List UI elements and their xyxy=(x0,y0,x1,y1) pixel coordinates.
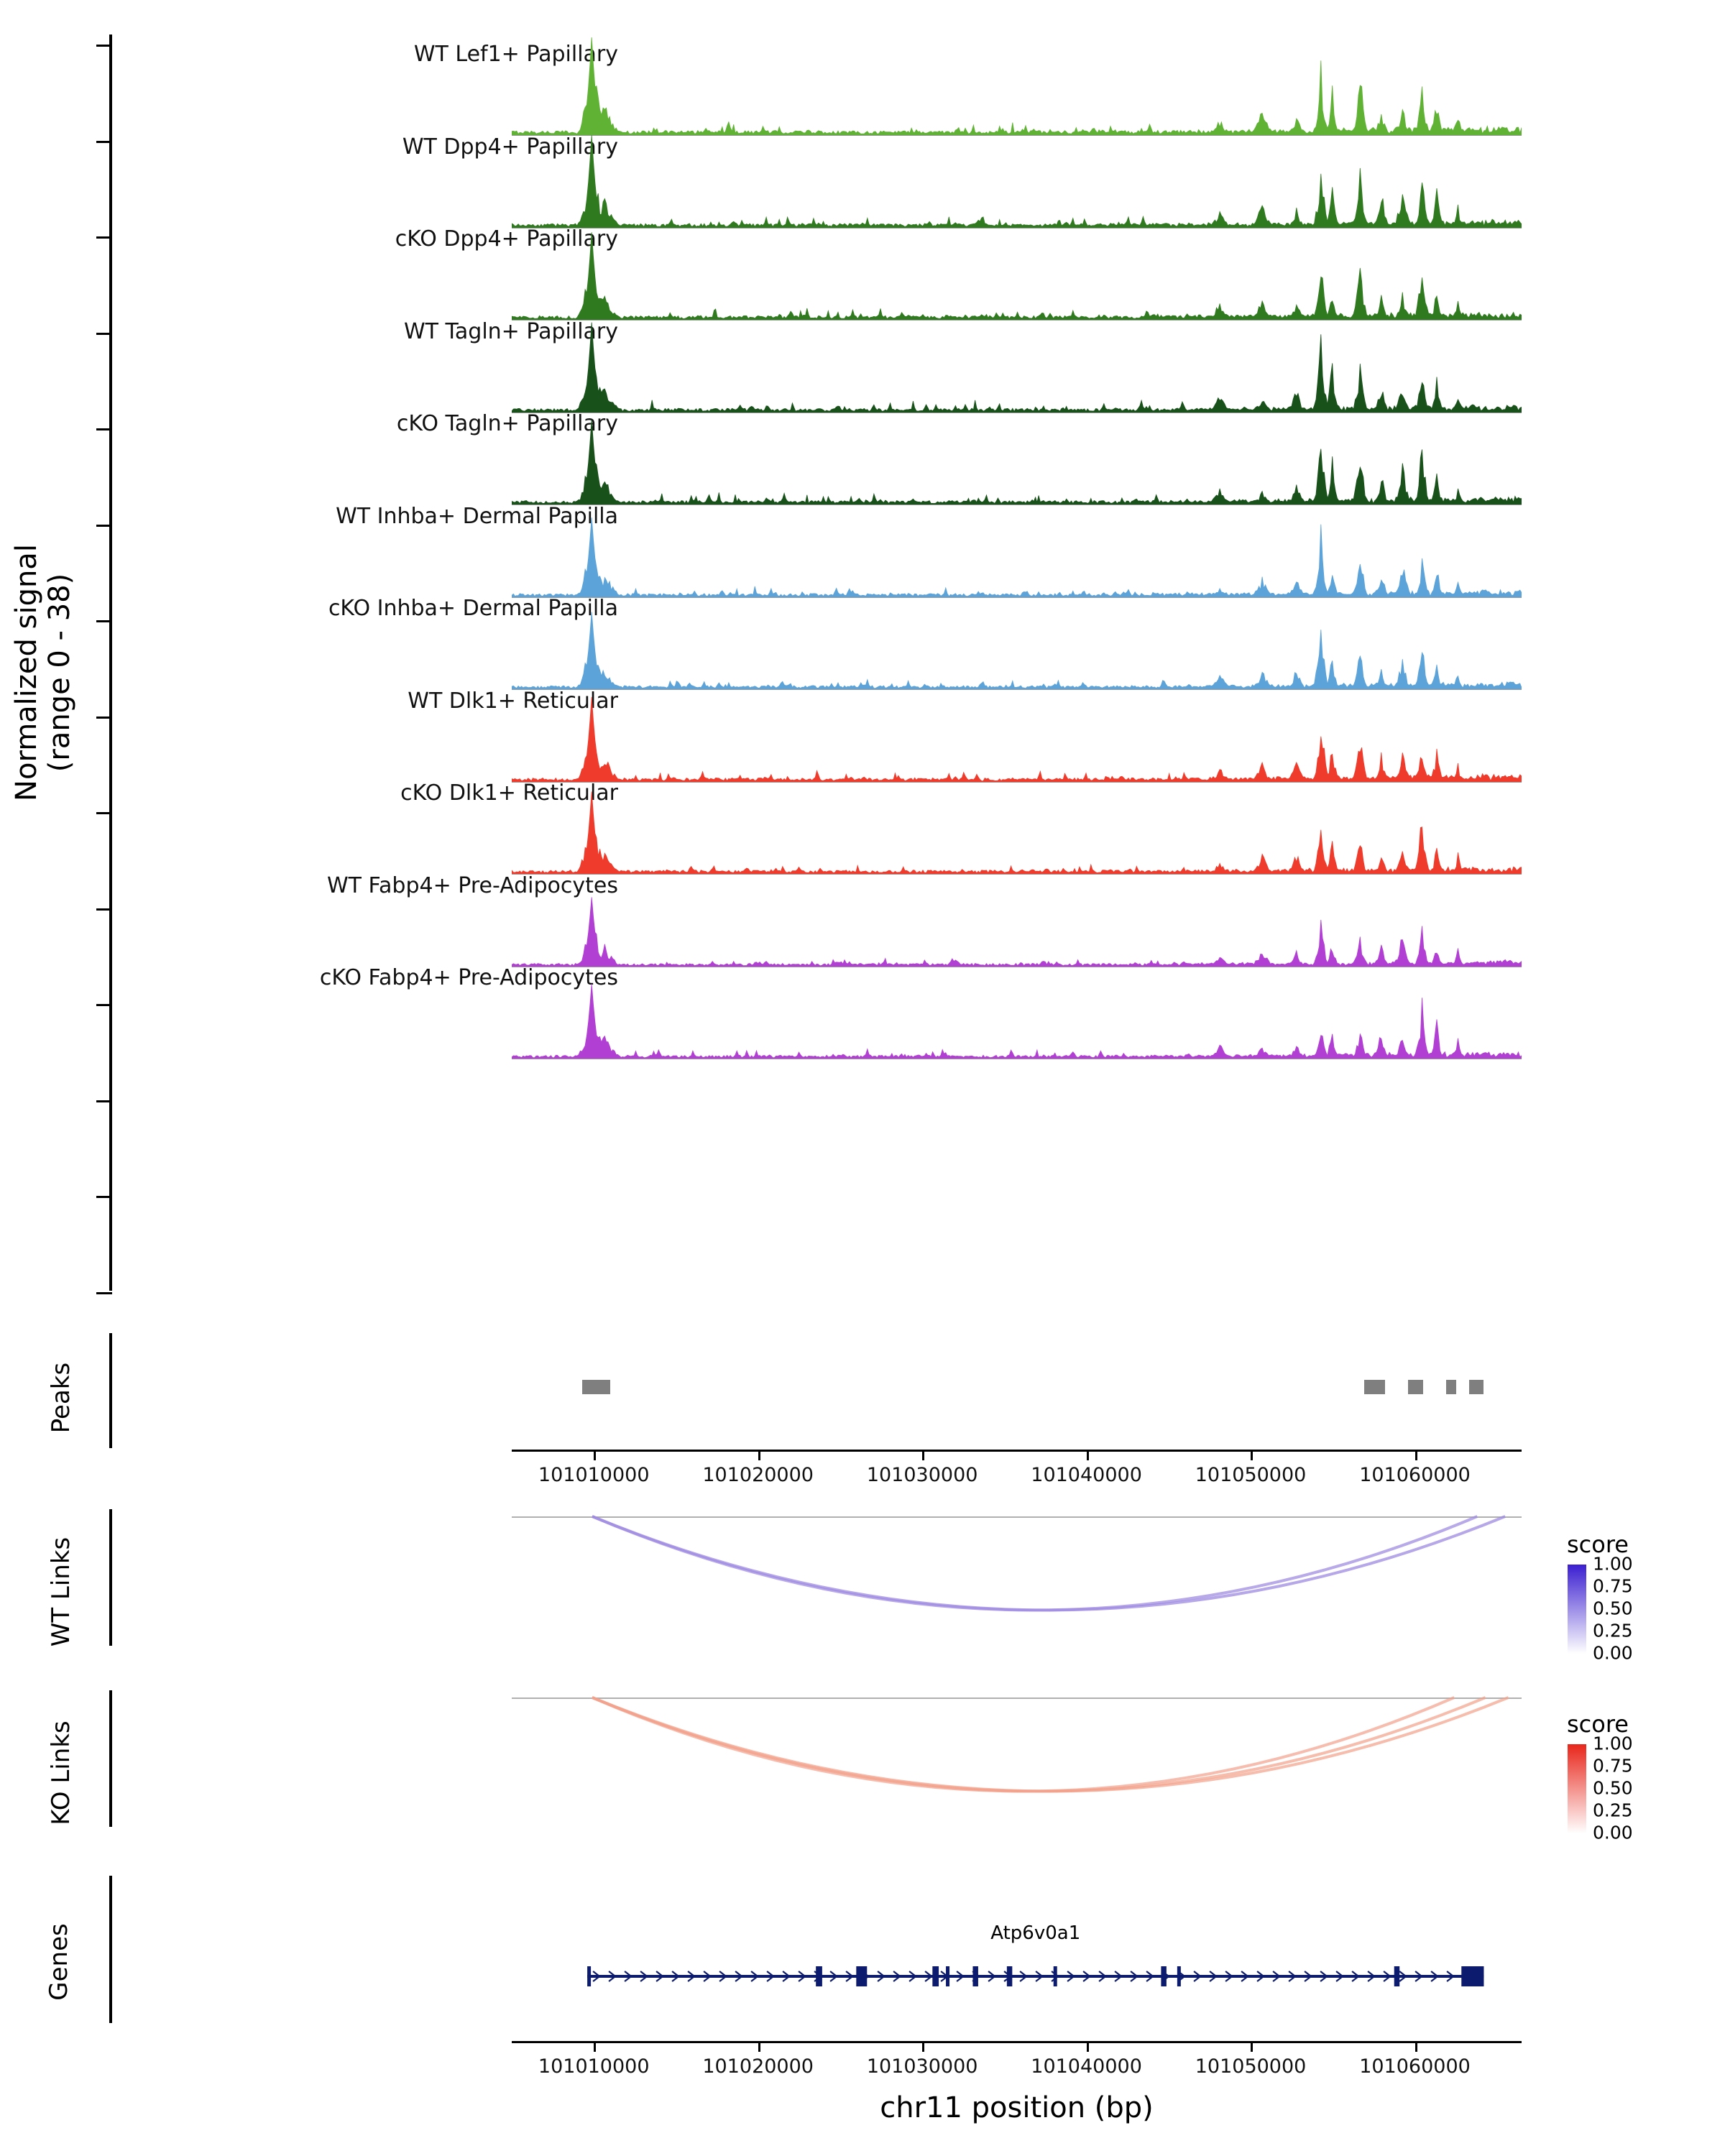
gene-exon xyxy=(1394,1966,1399,1986)
gene-name-label: Atp6v0a1 xyxy=(990,1922,1081,1944)
x-axis-tick xyxy=(758,2043,760,2052)
track-label: WT Dlk1+ Reticular xyxy=(408,688,618,714)
peaks-section-label: Peaks xyxy=(47,1362,75,1434)
x-axis-tick-label: 101020000 xyxy=(702,2055,814,2078)
track-signal-area xyxy=(512,776,1522,874)
x-axis-tick xyxy=(1251,1452,1253,1460)
legend-tick-label: 0.75 xyxy=(1593,1575,1633,1597)
x-axis-tick-label: 101040000 xyxy=(1031,1464,1142,1486)
signal-axis-tick xyxy=(96,1100,112,1102)
gene-exon xyxy=(1177,1966,1181,1986)
gene-exon xyxy=(946,1966,949,1986)
wt-links-rule xyxy=(109,1509,112,1646)
track-label: cKO Inhba+ Dermal Papilla xyxy=(328,596,618,621)
legend-colorbar xyxy=(1567,1564,1587,1654)
x-axis-tick-label: 101030000 xyxy=(866,1464,978,1486)
track-label: WT Dpp4+ Papillary xyxy=(402,134,618,160)
track-label: WT Fabp4+ Pre-Adipocytes xyxy=(327,872,618,898)
gene-exon xyxy=(816,1966,822,1986)
track-signal-area xyxy=(512,130,1522,228)
track-label: cKO Tagln+ Papillary xyxy=(396,411,618,436)
x-axis-tick xyxy=(758,1452,760,1460)
track-label: WT Lef1+ Papillary xyxy=(413,42,618,67)
peak-region[interactable] xyxy=(1446,1380,1456,1394)
track-label: WT Inhba+ Dermal Papilla xyxy=(336,503,618,529)
x-axis-label: chr11 position (bp) xyxy=(880,2091,1154,2124)
track-label: WT Tagln+ Papillary xyxy=(404,318,618,344)
y-axis-label-line1: Normalized signal xyxy=(10,544,43,801)
gene-exon xyxy=(932,1966,939,1986)
track-signal-area xyxy=(512,222,1522,320)
x-axis-tick xyxy=(594,1452,596,1460)
x-axis-tick-label: 101030000 xyxy=(866,2055,978,2078)
genes-section-rule xyxy=(109,1876,112,2023)
ko-links-label: KO Links xyxy=(47,1720,75,1825)
ko-links-legend xyxy=(1567,1710,1725,1843)
x-axis-tick-label: 101010000 xyxy=(538,2055,650,2078)
link-arc xyxy=(592,1697,1509,1791)
genes-section-label: Genes xyxy=(45,1923,73,2001)
gene-exon xyxy=(587,1966,591,1986)
signal-axis-tick xyxy=(96,1292,112,1294)
legend-tick-label: 0.50 xyxy=(1593,1598,1633,1619)
legend-tick-label: 0.00 xyxy=(1593,1822,1633,1843)
gene-exon xyxy=(972,1966,978,1986)
wt-links-arcs xyxy=(512,1509,1522,1646)
gene-exon xyxy=(1054,1966,1057,1986)
legend-tick-label: 1.00 xyxy=(1593,1553,1633,1575)
x-axis-tick-label: 101060000 xyxy=(1359,1464,1471,1486)
peaks-track xyxy=(0,1380,1725,1397)
gene-exon xyxy=(1461,1966,1484,1986)
track-signal-area xyxy=(512,37,1522,135)
gene-exon xyxy=(1007,1966,1012,1986)
legend-title: score xyxy=(1567,1531,1629,1558)
coverage-track xyxy=(0,961,1725,1076)
x-axis-tick-label: 101050000 xyxy=(1195,2055,1307,2078)
x-axis-tick xyxy=(1415,2043,1417,2052)
x-axis-tick xyxy=(1087,2043,1089,2052)
x-axis-tick xyxy=(1087,1452,1089,1460)
gene-model[interactable] xyxy=(512,1955,1522,1998)
legend-tick-label: 1.00 xyxy=(1593,1733,1633,1754)
signal-axis-tick xyxy=(96,1196,112,1198)
legend-tick-label: 0.25 xyxy=(1593,1800,1633,1821)
legend-tick-label: 0.75 xyxy=(1593,1755,1633,1777)
link-arc xyxy=(592,1697,1486,1791)
x-axis-tick xyxy=(1251,2043,1253,2052)
y-axis-label-line2: (range 0 - 38) xyxy=(43,573,76,773)
gene-exon xyxy=(856,1966,867,1986)
peak-region[interactable] xyxy=(1469,1380,1484,1394)
x-axis-tick-label: 101020000 xyxy=(702,1464,814,1486)
ko-links-arcs xyxy=(512,1690,1522,1827)
track-signal-area xyxy=(512,869,1522,967)
gene-exon xyxy=(1161,1966,1166,1986)
x-axis-tick xyxy=(1415,1452,1417,1460)
track-label: cKO Dlk1+ Reticular xyxy=(400,780,618,806)
track-label: cKO Dpp4+ Papillary xyxy=(395,226,618,252)
x-axis-tick xyxy=(922,2043,924,2052)
track-signal-area xyxy=(512,499,1522,597)
wt-links-legend xyxy=(1567,1531,1725,1664)
link-arc xyxy=(592,1516,1477,1610)
track-signal-area xyxy=(512,961,1522,1059)
wt-links-label: WT Links xyxy=(47,1537,75,1647)
track-signal-area xyxy=(512,315,1522,413)
legend-title: score xyxy=(1567,1710,1629,1738)
ko-links-rule xyxy=(109,1690,112,1827)
peak-region[interactable] xyxy=(1364,1380,1386,1394)
peak-region[interactable] xyxy=(1408,1380,1423,1394)
track-signal-area xyxy=(512,591,1522,689)
legend-tick-label: 0.50 xyxy=(1593,1777,1633,1799)
link-arc xyxy=(592,1697,1454,1791)
legend-tick-label: 0.25 xyxy=(1593,1620,1633,1641)
x-axis-tick-label: 101010000 xyxy=(538,1464,650,1486)
x-axis-line-lower xyxy=(512,2041,1522,2043)
track-signal-area xyxy=(512,407,1522,505)
x-axis-line-upper xyxy=(512,1450,1522,1452)
track-label: cKO Fabp4+ Pre-Adipocytes xyxy=(319,965,618,990)
x-axis-tick-label: 101060000 xyxy=(1359,2055,1471,2078)
x-axis-tick-label: 101050000 xyxy=(1195,1464,1307,1486)
peak-region[interactable] xyxy=(582,1380,610,1394)
legend-tick-label: 0.00 xyxy=(1593,1642,1633,1664)
link-arc xyxy=(592,1516,1505,1610)
track-signal-area xyxy=(512,684,1522,782)
x-axis-tick xyxy=(922,1452,924,1460)
x-axis-tick-label: 101040000 xyxy=(1031,2055,1142,2078)
x-axis-tick xyxy=(594,2043,596,2052)
legend-colorbar xyxy=(1567,1743,1587,1834)
